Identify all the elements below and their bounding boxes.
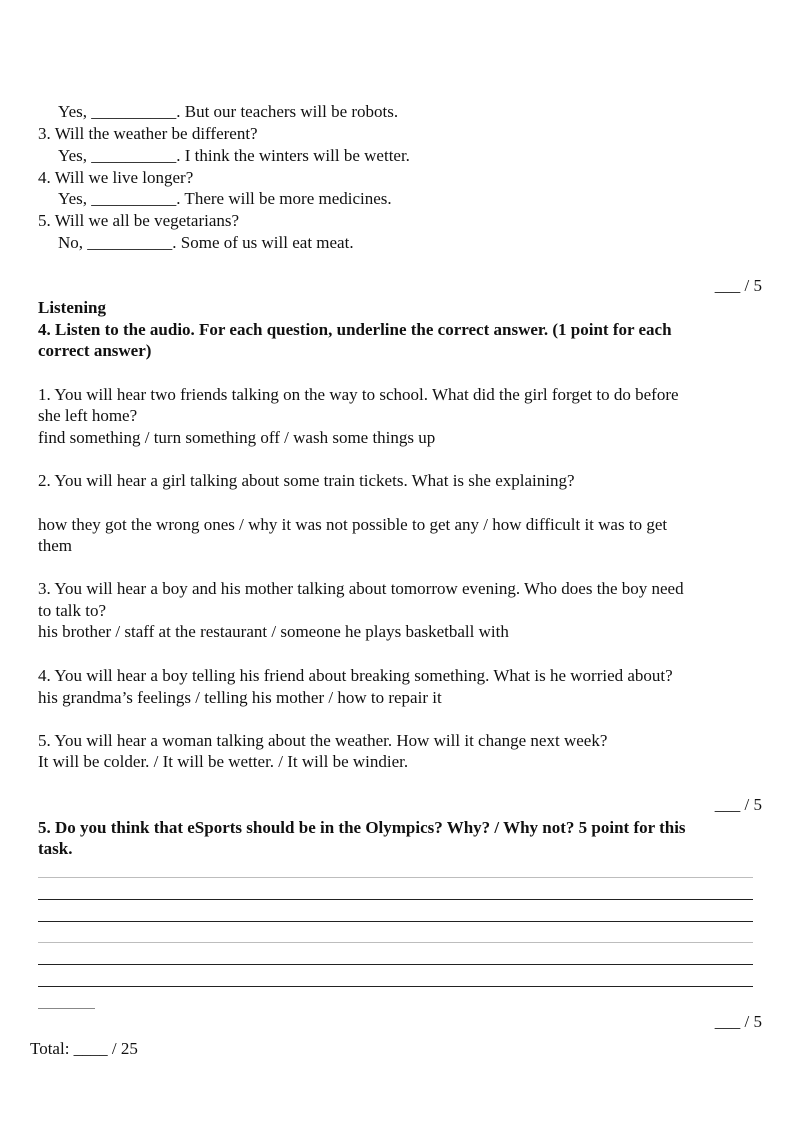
answer-line[interactable] [38,964,753,965]
part3-answer-4: Yes, __________. There will be more medicines. [58,189,392,208]
listening-score: ___ / 5 [714,795,762,814]
part3-question-3: 3. Will the weather be different? [38,124,258,143]
listening-q5-options: It will be colder. / It will be wetter. / It will be windier. [38,752,409,771]
answer-line[interactable] [38,1008,95,1009]
part3-question-4: 4. Will we live longer? [38,168,194,187]
part3-answer-2: Yes, __________. But our teachers will be robots. [58,102,399,121]
answer-line[interactable] [38,877,753,878]
answer-line[interactable] [38,921,753,922]
writing-score: ___ / 5 [714,1012,762,1031]
writing-prompt-line1: 5. Do you think that eSports should be in the Olympics? Why? / Why not? 5 point for this [38,818,686,837]
answer-line[interactable] [38,986,753,987]
listening-q5-line1: 5. You will hear a woman talking about the weather. How will it change next week? [38,731,608,750]
listening-q2-line1: 2. You will hear a girl talking about some train tickets. What is she explaining? [38,471,575,490]
listening-instruction-line2: correct answer) [38,341,152,360]
listening-instruction-line1: 4. Listen to the audio. For each question, underline the correct answer. (1 point for each [38,320,672,339]
part3-score: ___ / 5 [714,276,762,295]
listening-q3-options: his brother / staff at the restaurant / someone he plays basketball with [38,622,509,641]
listening-q3-line2: to talk to? [38,601,106,620]
listening-q3-line1: 3. You will hear a boy and his mother talking about tomorrow evening. Who does the boy need [38,579,684,598]
listening-q2-options-line1: how they got the wrong ones / why it was not possible to get any / how difficult it was to get [38,515,668,534]
writing-prompt-line2: task. [38,839,73,858]
listening-q4-line1: 4. You will hear a boy telling his friend about breaking something. What is he worried about? [38,666,673,685]
listening-heading: Listening [38,298,107,317]
part3-question-5: 5. Will we all be vegetarians? [38,211,240,230]
part3-answer-5: No, __________. Some of us will eat meat. [58,233,354,252]
total-score: Total: ____ / 25 [30,1039,138,1058]
part3-answer-3: Yes, __________. I think the winters will be wetter. [58,146,410,165]
listening-q1-options: find something / turn something off / wash some things up [38,428,436,447]
listening-q2-options-line2: them [38,536,72,555]
listening-q1-line1: 1. You will hear two friends talking on the way to school. What did the girl forget to do before [38,385,679,404]
answer-line[interactable] [38,899,753,900]
listening-q1-line2: she left home? [38,406,138,425]
listening-q4-options: his grandma’s feelings / telling his mother / how to repair it [38,688,442,707]
answer-line[interactable] [38,942,753,943]
